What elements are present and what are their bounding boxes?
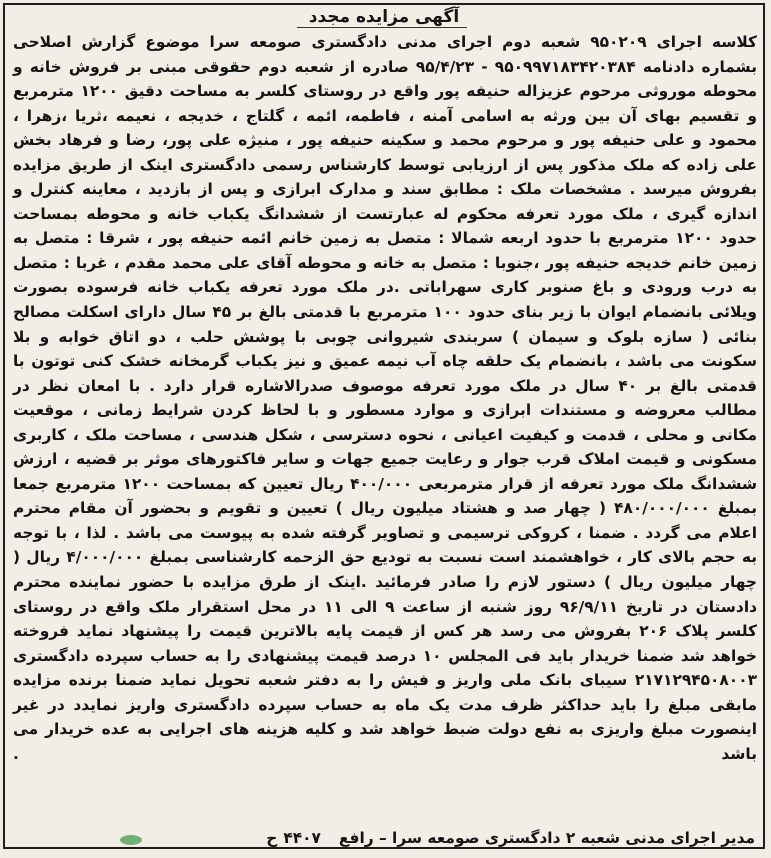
issuer-signature: مدیر اجرای مدنی شعبه ۲ دادگستری صومعه سرا – رافع bbox=[338, 829, 755, 847]
notice-frame bbox=[3, 3, 765, 849]
notice-code: ۴۴۰۷ bbox=[283, 829, 321, 847]
notice-body: کلاسه اجرای ۹۵۰۲۰۹ شعبه دوم اجرای مدنی دادگستری صومعه سرا موضوع گزارش اصلاحی بشماره دادنامه ۹۵۰۹۹۷۱۸۳۴۲۰۳۸۴ - ۹۵/۴/۲۳ صادره از شعبه دوم حقوقی مبنی بر فروش خانه و محوطه موروثی مرحوم عزیزاله حنیفه پور واقع در روستای کلسر به مساحت دقیق ۱۲۰۰ مترمربع و تقسیم بهای آن بین ورثه به اسامی آمنه ، فاطمه، ائمه ، گلتاج ، خدیجه ، نعیمه ،ثریا ،زهرا ، محمود و علی حنیفه پور و مرحوم محمد و سکینه حنیفه پور ، منیژه علی پور، رضا و فرهاد بخش علی زاده که ملک مذکور پس از ارزیابی توسط کارشناس رسمی دادگستری اینک از طریق مزایده بفروش میرسد . مشخصات ملک : مطابق سند و مدارک ابرازی و پس از بازدید ، معاینه کنترل و اندازه گیری ، ملک مورد تعرفه محکوم له عبارتست از ششدانگ یکباب خانه و محوطه بمساحت حدود ۱۲۰۰ مترمربع با حدود اربعه شمالا : متصل به زمین خانم ائمه حنیفه پور ، شرقا : متصل به زمین خانم خدیجه حنیفه پور ،جنوبا : متصل به خانه و محوطه آقای علی محمد مقدم ، غربا : متصل به درب ورودی و باغ صنوبر کاری سهراباتی .در ملک مورد تعرفه یکباب خانه فرسوده بصورت ویلائی بانضمام ایوان با زیر بنای حدود ۱۰۰ مترمربع با قدمتی بالغ بر ۴۵ سال دارای اسکلت مصالح بنائی ( سازه بلوک و سیمان ) سربندی شیروانی چوبی با پوشش حلب ، دو اتاق خوابه و بلا سکونت می باشد ، بانضمام یک حلقه چاه آب نیمه عمیق و نیز یکباب گرمخانه خشک کنی توتون با قدمتی بالغ بر ۴۰ سال در ملک مورد تعرفه موصوف صدرالاشاره قرار دارد . با امعان نظر در مطالب معروضه و مستندات ابرازی و موارد مسطور و با لحاظ کردن شرایط زمانی ، موقعیت مکانی و محلی ، قدمت و کیفیت اعیانی ، نحوه دسترسی ، شکل هندسی ، مساحت ملک ، کاربری مسکونی و قیمت املاک قرب جوار و رعایت جمیع جهات و سایر فاکتورهای موثر بر قضیه ، ارزش ششدانگ ملک مورد تعرفه از قرار مترمربعی ۴۰۰/۰۰۰ ریال تعیین که بمساحت ۱۲۰۰ مترمربع جمعا بمبلغ ۴۸۰/۰۰۰/۰۰۰ ( چهار صد و هشتاد میلیون ریال ) تعیین و تقویم و بحضور آن مقام محترم اعلام می گردد . ضمنا ، کروکی ترسیمی و تصاویر گرفته شده به پیوست می باشد . لذا ، با توجه به حجم بالای کار ، خواهشمند است نسبت به تودیع حق الزحمه کارشناسی بمبلغ ۴/۰۰۰/۰۰۰ ریال ( چهار میلیون ریال ) دستور لازم را صادر فرمائید .اینک از طرق مزایده با حضور نماینده محترم دادستان در تاریخ ۹۶/۹/۱۱ روز شنبه از ساعت ۹ الی ۱۱ در محل استقرار ملک واقع در روستای کلسر پلاک ۲۰۶ بفروش می رسد هر کس از قیمت پایه بالاترین قیمت را پیشنهاد نماید فروخته خواهد شد ضمنا خریدار باید فی المجلس ۱۰ درصد قیمت پیشنهادی را به حساب سپرده دادگستری ۲۱۷۱۲۹۴۵۰۸۰۰۳ سیبای بانک ملی واریز و فیش را به دفتر شعبه تحویل نماید ضمنا برنده مزایده مابقی مبلغ را باید حداکثر ظرف مدت یک ماه به حساب سپرده دادگستری واریز نمایدد در غیر اینصورت مبلغ واریزی به نفع دولت ضبط خواهد شد و کلیه هزینه های اجرایی به عده خریدار می باشد . bbox=[13, 33, 758, 763]
notice-code-prefix: ح bbox=[266, 829, 278, 847]
title-underline bbox=[297, 27, 467, 28]
notice-title: آگهی مزایده مجدد bbox=[308, 7, 460, 27]
green-stamp-icon bbox=[120, 835, 142, 845]
